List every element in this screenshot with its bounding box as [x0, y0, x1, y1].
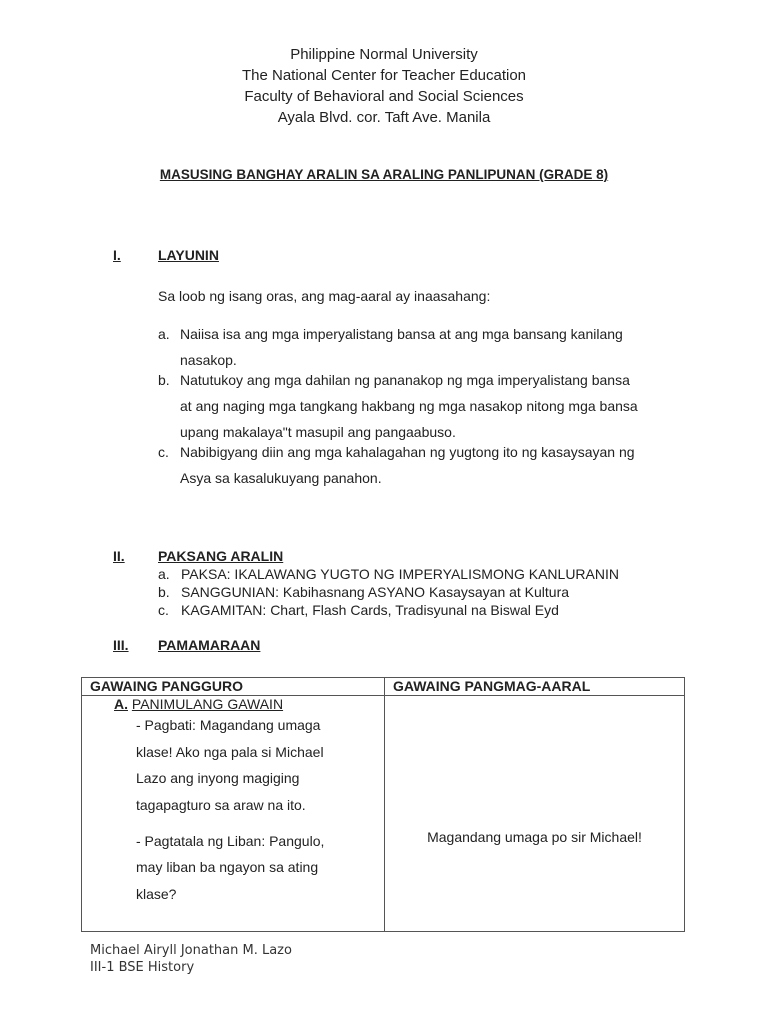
- header-line: Ayala Blvd. cor. Taft Ave. Manila: [277, 109, 491, 126]
- list-label: b.: [158, 584, 170, 600]
- intro-text: Sa loob ng isang oras, ang mag-aaral ay inaasahang:: [158, 288, 491, 304]
- section-number: I.: [113, 247, 121, 263]
- list-label: a.: [158, 326, 170, 342]
- procedure-table: [81, 677, 685, 932]
- sub-label: A.: [114, 696, 128, 712]
- teacher-line: klase?: [136, 885, 177, 902]
- list-label: c.: [158, 444, 169, 460]
- list-label: a.: [158, 566, 170, 582]
- list-item-line: nasakop.: [180, 352, 237, 368]
- list-item-line: upang makalaya"t masupil ang pangaabuso.: [180, 424, 456, 440]
- list-item: [158, 371, 638, 441]
- teacher-line: may liban ba ngayon sa ating: [136, 859, 319, 875]
- sub-heading: PANIMULANG GAWAIN: [131, 696, 284, 712]
- author-name: Michael Airyll Jonathan M. Lazo: [90, 943, 292, 958]
- list-item-line: at ang naging mga tangkang hakbang ng mga nasakop nitong mga bansa: [180, 398, 638, 414]
- author-course: III-1 BSE History: [90, 960, 195, 975]
- student-cell: [385, 696, 685, 932]
- teacher-line: Lazo ang inyong magiging: [136, 770, 300, 786]
- teacher-line: - Pagtatala ng Liban: Pangulo,: [136, 832, 325, 849]
- topic-list: [158, 565, 619, 619]
- section-heading: PAMAMARAAN: [158, 637, 261, 653]
- section-number: II.: [113, 548, 125, 564]
- column-header: GAWAING PANGGURO: [82, 678, 385, 696]
- section-heading: LAYUNIN: [158, 247, 219, 263]
- objectives-list: [158, 325, 638, 489]
- teacher-line: klase! Ako nga pala si Michael: [136, 743, 324, 760]
- section-number: III.: [113, 637, 129, 653]
- section-heading: PAKSANG ARALIN: [158, 548, 284, 564]
- student-response: Magandang umaga po sir Michael!: [427, 829, 642, 845]
- list-item: [158, 325, 638, 369]
- list-item-line: Naiisa isa ang mga imperyalistang bansa at ang mga bansang kanilang: [180, 326, 623, 342]
- list-item-line: Nabibigyang diin ang mga kahalagahan ng yugtong ito ng kasaysayan ng: [180, 444, 635, 460]
- list-label: b.: [158, 372, 170, 388]
- teacher-line: tagapagturo sa araw na ito.: [136, 796, 306, 813]
- list-label: c.: [158, 602, 169, 618]
- list-item: PAKSA: IKALAWANG YUGTO NG IMPERYALISMONG KANLURANIN: [181, 566, 619, 582]
- list-item: [158, 443, 638, 487]
- list-item-line: Natutukoy ang mga dahilan ng pananakop ng mga imperyalistang bansa: [180, 372, 630, 388]
- header-line: Philippine Normal University: [290, 46, 478, 63]
- document-title: MASUSING BANGHAY ARALIN SA ARALING PANLIPUNAN (GRADE 8): [159, 167, 609, 182]
- list-item: SANGGUNIAN: Kabihasnang ASYANO Kasaysayan at Kultura: [181, 584, 570, 600]
- list-item: KAGAMITAN: Chart, Flash Cards, Tradisyunal na Biswal Eyd: [181, 602, 559, 618]
- teacher-line: - Pagbati: Magandang umaga: [136, 717, 321, 733]
- list-item-line: Asya sa kasalukuyang panahon.: [180, 470, 382, 486]
- header-line: Faculty of Behavioral and Social Sciences: [244, 88, 524, 105]
- column-header: GAWAING PANGMAG-AARAL: [385, 678, 685, 696]
- header-line: The National Center for Teacher Education: [241, 67, 527, 84]
- teacher-cell: [82, 696, 385, 932]
